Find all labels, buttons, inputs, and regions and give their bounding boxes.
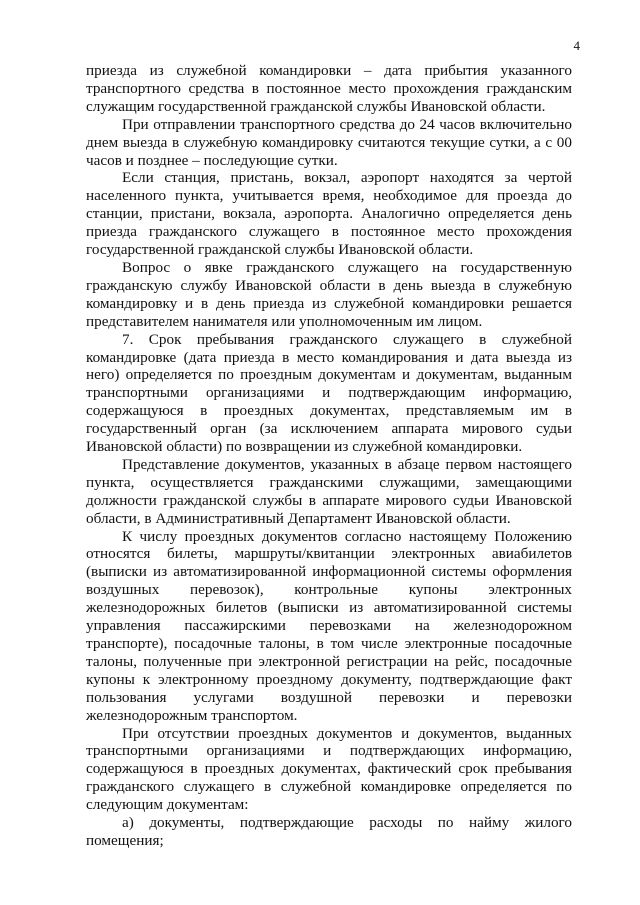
document-body [86,62,572,850]
paragraph-item-a-housing: а) документы, подтверждающие расходы по найму жилого помещения; [86,814,572,849]
paragraph-absence-of-documents: При отсутствии проездных документов и документов, выданных транспортными организациями и подтверждающих информацию, содержащуюся в проездных документах, фактический срок пребывания гражданского служащего в служебной командировке определяется по следующим документам: [86,724,572,814]
page-number: 4 [573,38,580,53]
paragraph-travel-documents-list: К числу проездных документов согласно настоящему Положению относятся билеты, маршруты/квитанции электронных авиабилетов (выписки из автоматизированной информационной системы оформления воздушных перевозок), контрольные купоны электронных железнодорожных билетов (выписки из автоматизированной системы управления пассажирскими перевозками на железнодорожном транспорте), посадочные талоны, в том числе электронные посадочные талоны, полученные при электронной регистрации на рейс, посадочные купоны к электронному проездному документу, подтверждающие факт пользования услугами воздушной перевозки и перевозки железнодорожным транспортом. [86,527,572,724]
paragraph-documents-submission: Представление документов, указанных в абзаце первом настоящего пункта, осуществляется гражданскими служащими, замещающими должности гражданской службы в аппарате мирового судьи Ивановской области, в Административный Департамент Ивановской области. [86,455,572,527]
paragraph-item-7-stay-period: 7. Срок пребывания гражданского служащего в служебной командировке (дата приезда в место командирования и дата выезда из него) определяется по проездным документам и документам, выданным транспортными организациями и подтверждающим информацию, содержащуюся в проездных документах, представляемым им в государственный орган (за исключением аппарата мирового судьи Ивановской области) по возвращении из служебной командировки. [86,330,572,456]
paragraph-departure-day: При отправлении транспортного средства до 24 часов включительно днем выезда в служебную командировку считаются текущие сутки, а с 00 часов и позднее – последующие сутки. [86,115,572,169]
paragraph-station-outside-town: Если станция, пристань, вокзал, аэропорт находятся за чертой населенного пункта, учитывается время, необходимое для проезда до станции, пристани, вокзала, аэропорта. Аналогично определяется день приезда гражданского служащего в постоянное место прохождения государственной гражданской службы Ивановской области. [86,169,572,259]
paragraph-arrival-date: приезда из служебной командировки – дата прибытия указанного транспортного средства в постоянное место прохождения гражданским служащим государственной гражданской службы Ивановской области. [86,62,572,115]
paragraph-attendance-question: Вопрос о явке гражданского служащего на государственную гражданскую службу Ивановской области в день выезда в служебную командировку и в день приезда из служебной командировки решается представителем нанимателя или уполномоченным им лицом. [86,258,572,330]
